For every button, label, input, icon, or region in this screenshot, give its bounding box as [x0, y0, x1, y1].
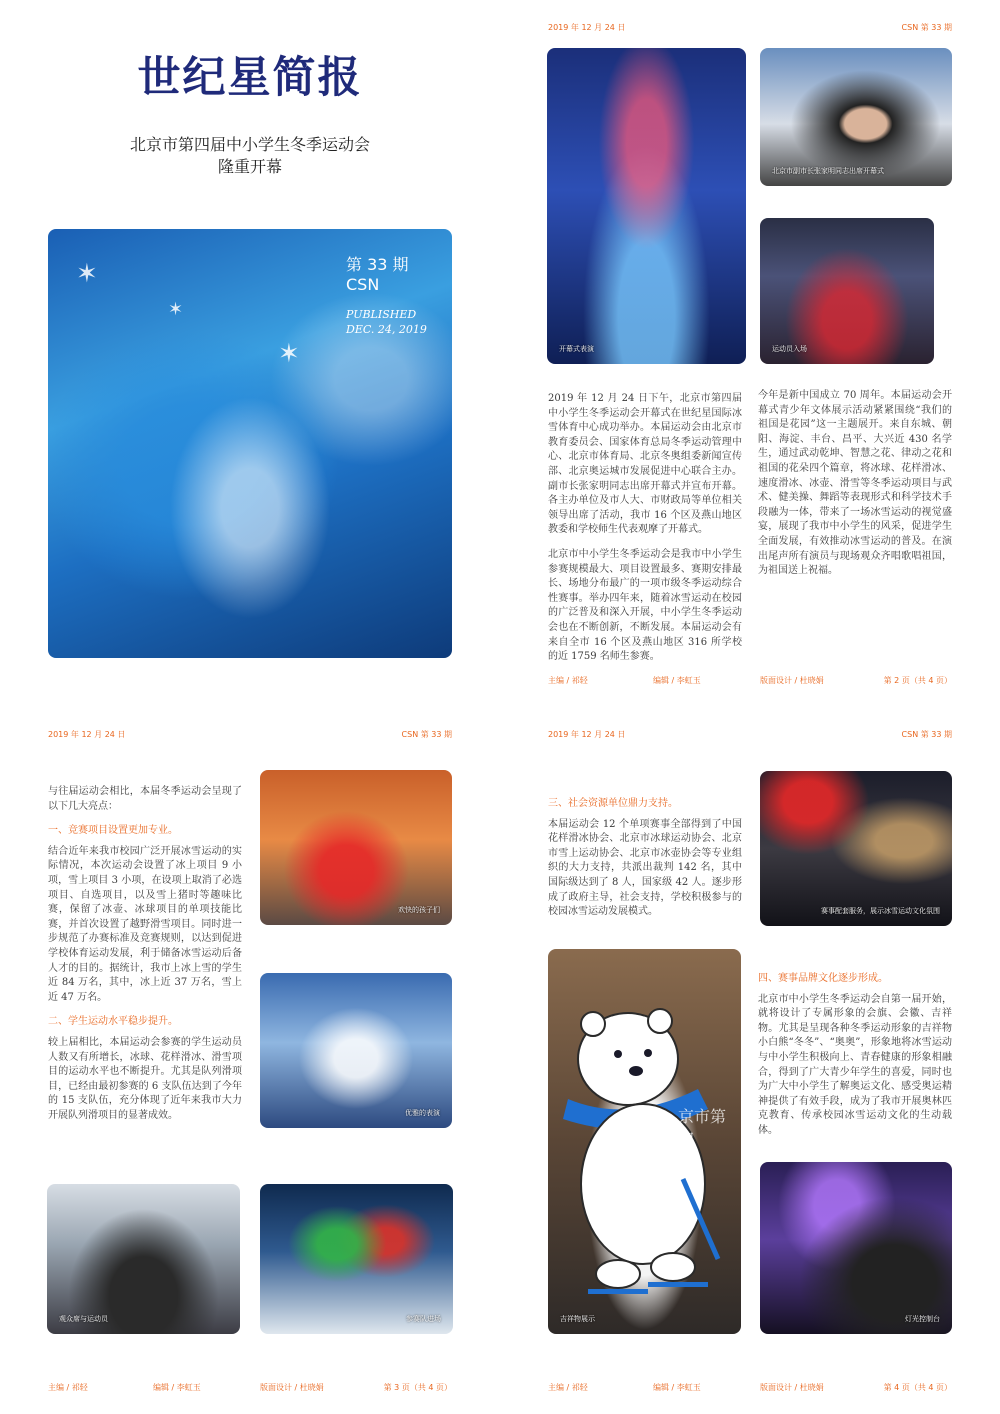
cover-photo: [48, 229, 452, 658]
paragraph: 北京市中小学生冬季运动会是我市中小学生参赛规模最大、项目设置最多、赛期安排最长、场地分布最广的一项市级冬季运动综合性赛事。举办四年来，随着冰雪运动在校园的广泛普及和深入开展，中小学生冬季运动会也在不断创新，不断发展。本届运动会有来自全市 16 个区及燕山地区 316 所学校的近 1759 名师生参赛。: [548, 548, 742, 663]
photo-caption: 优雅的表演: [405, 1109, 440, 1117]
footer-chief-editor: 主编 / 祁轻: [548, 1383, 588, 1392]
paragraph: 本届运动会 12 个单项赛事全部得到了中国花样滑冰协会、北京市冰球运动协会、北京市雪上运动协会、北京市冰壶协会等专业组织的大力支持，共派出裁判 142 名，其中国际级达到了 8 人，国家级 42 人。逐步形成了政府主导，社会支持，学校积极参与的校园冰雪运动发展模式。: [548, 818, 742, 918]
photo-caption: 北京市副市长张家明同志出席开幕式: [772, 167, 884, 175]
header-date: 2019 年 12 月 24 日: [548, 23, 626, 32]
photo-caption: 参赛队进场: [406, 1315, 441, 1323]
header-issue: CSN 第 33 期: [901, 23, 952, 32]
footer: [48, 1382, 452, 1394]
newsletter-title: 世纪星简报: [137, 53, 363, 103]
footer-designer: 版面设计 / 杜晓娟: [760, 1383, 824, 1392]
photo-caption: 开幕式表演: [559, 345, 594, 353]
cover-subtitle: [0, 134, 500, 178]
cover-issue-number: 第 33 期: [346, 255, 409, 274]
footer-page-number: 第 4 页（共 4 页）: [883, 1383, 952, 1392]
star-icon: ✶: [76, 259, 98, 289]
elegant-performance-photo: [260, 973, 452, 1128]
photo-caption: 灯光控制台: [905, 1315, 940, 1323]
children-performance-photo: [260, 770, 452, 925]
page-3: [0, 707, 500, 1414]
cover-published-label: PUBLISHED: [346, 308, 417, 321]
photo-caption: 运动员入场: [772, 345, 807, 353]
cover-published-date: DEC. 24, 2019: [346, 323, 427, 336]
photo-caption: 欢快的孩子们: [398, 906, 440, 914]
intro-paragraph: 与往届运动会相比，本届冬季运动会呈现了以下几大亮点：: [48, 786, 242, 812]
article-column-right: [758, 389, 952, 589]
opening-performance-photo: [547, 48, 746, 364]
subtitle-line-1: 北京市第四届中小学生冬季运动会: [129, 135, 370, 154]
photo-caption: 观众席与运动员: [59, 1315, 108, 1323]
footer-page-number: 第 2 页（共 4 页）: [883, 676, 952, 685]
footer-page-number: 第 3 页（共 4 页）: [383, 1383, 452, 1392]
subtitle-line-2: 隆重开幕: [217, 157, 282, 176]
header-issue: CSN 第 33 期: [901, 730, 952, 739]
page-2: [500, 0, 1000, 707]
audience-photo: [47, 1184, 240, 1334]
footer-chief-editor: 主编 / 祁轻: [548, 676, 588, 685]
team-parade-photo: [260, 1184, 453, 1334]
footer-editor: 编辑 / 李虹玉: [653, 1383, 701, 1392]
star-icon: ✶: [278, 339, 300, 369]
venue-sign-text: 京市第四: [678, 1107, 727, 1149]
athletes-entrance-photo: [760, 218, 934, 364]
venue-services-photo: [760, 771, 952, 926]
vice-mayor-photo: [760, 48, 952, 186]
footer: [548, 1382, 952, 1394]
footer-designer: 版面设计 / 杜晓娟: [760, 676, 824, 685]
photo-caption: 赛事配套服务，展示冰雪运动文化氛围: [821, 907, 940, 915]
section-heading: 三、社会资源单位鼎力支持。: [548, 798, 678, 809]
paragraph: 北京市中小学生冬季运动会自第一届开始，就将设计了专属形象的会旗、会徽、吉祥物。尤其是呈现各种冬季运动形象的吉祥物小白熊“冬冬”、“奥奥”，形象地将冰雪运动与中小学生积极向上、青春健康的形象相融合，得到了广大青少年学生的喜爱，同时也为广大中小学生了解奥运文化、感受奥运精神提供了有效手段，成为了我市开展奥林匹克教育、传承校园冰雪运动文化的生动载体。: [758, 993, 952, 1136]
footer-chief-editor: 主编 / 祁轻: [48, 1383, 88, 1392]
section-heading: 一、竞赛项目设置更加专业。: [48, 825, 178, 837]
cover-csn: CSN: [346, 275, 380, 294]
section-heading: 四、赛事品牌文化逐步形成。: [758, 973, 888, 984]
footer: [548, 675, 952, 687]
star-icon: ✶: [168, 299, 184, 320]
article-column-left: [548, 392, 742, 675]
mascot-photo: [548, 949, 741, 1334]
paragraph: 今年是新中国成立 70 周年。本届运动会开幕式青少年文体展示活动紧紧围绕“我们的祖国是花园”这一主题展开。来自东城、朝阳、海淀、丰台、昌平、大兴近 430 名学生，通过武动乾坤、智慧之花、律动之花和祖国的花朵四个篇章，将冰球、花样滑冰、速度滑冰、冰壶、滑雪等冬季运动项目与武术、健美操、舞蹈等表现形式和科学技术手段融为一体，带来了一场冰雪运动的视觉盛宴，展现了我市中小学生的风采，促进学生全面发展，有效推动冰雪运动的普及。在演出尾声所有演员与现场观众齐唱歌唱祖国，为祖国送上祝福。: [758, 390, 952, 577]
footer-editor: 编辑 / 李虹玉: [653, 676, 701, 685]
footer-editor: 编辑 / 李虹玉: [153, 1383, 201, 1392]
cover-issue-block: [346, 255, 427, 337]
footer-designer: 版面设计 / 杜晓娟: [260, 1383, 324, 1392]
photo-caption: 吉祥物展示: [560, 1315, 595, 1323]
page-1: [0, 0, 500, 707]
header-date: 2019 年 12 月 24 日: [548, 730, 626, 739]
paragraph: 较上届相比，本届运动会参赛的学生运动员人数又有所增长，冰球、花样滑冰、滑雪项目的运动水平也不断提升。尤其是队列滑项目，已经由最初参赛的 6 支队伍达到了今年的 15 支队伍，充分体现了近年来我市大力开展队列滑项目的显著成效。: [48, 1036, 242, 1121]
page-4: [500, 707, 1000, 1414]
paragraph: 结合近年来我市校园广泛开展冰雪运动的实际情况，本次运动会设置了冰上项目 9 小项，雪上项目 3 小项，在设项上取消了必选项目、自选项目，以及雪上猪时等趣味比赛，保留了冰壶、冰球项目的单项技能比赛，并首次设置了越野滑雪项目。同时进一步规范了办赛标准及竞赛规则，以达到促进学校体育运动发展，利于储备冰雪运动后备人才的目的。据统计，我市上冰上雪的学生近 84 万名，其中，冰上近 37 万名，雪上近 47 万名。: [48, 845, 242, 1003]
article-column-top: [548, 791, 742, 930]
header-issue: CSN 第 33 期: [401, 730, 452, 739]
header-date: 2019 年 12 月 24 日: [48, 730, 126, 739]
article-column-bottom: [758, 966, 952, 1149]
lighting-console-photo: [760, 1162, 952, 1334]
paragraph: 2019 年 12 月 24 日下午，北京市第四届中小学生冬季运动会开幕式在世纪星国际冰雪体育中心成功举办。本届运动会由北京市教育委员会、国家体育总局冬季运动管理中心、北京市体育局、北京冬奥组委新闻宣传部、北京奥运城市发展促进中心联合主办。副市长张家明同志出席开幕式并宣布开幕。各主办单位及市人大、市财政局等单位相关领导出席了活动，我市 16 个区及燕山地区教委和学校师生代表观摩了开幕式。: [548, 393, 742, 536]
section-heading: 二、学生运动水平稳步提升。: [48, 1016, 178, 1028]
article-column: [48, 785, 242, 1133]
